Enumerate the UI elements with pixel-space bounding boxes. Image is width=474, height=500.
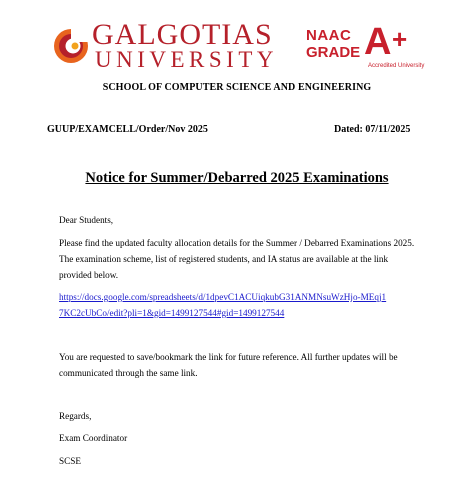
paragraph-bookmark: You are requested to save/bookmark the link for future reference. All further updates will be communicated through the same link. [59,352,398,378]
salutation: Dear Students, [59,215,114,225]
university-name-line1: GALGOTIAS [92,18,273,51]
letterhead [0,0,474,80]
notice-title: Notice for Summer/Debarred 2025 Examinations [85,170,389,186]
grade-label: GRADE [306,44,361,61]
signatory: Exam Coordinator [59,433,128,443]
accredited-label: Accredited University [368,63,425,69]
galgotias-swirl-logo-icon [52,27,90,65]
naac-label: NAAC [306,27,352,44]
grade-plus: + [392,24,408,54]
school-name: SCHOOL OF COMPUTER SCIENCE AND ENGINEERING [102,82,372,93]
grade-letter: A [364,21,392,63]
department: SCSE [59,456,81,466]
paragraph-details: Please find the updated faculty allocation details for the Summer / Debarred Examinations 2025. The examination scheme, list of registered students, and IA status are available at the link provided below. [59,238,415,280]
reference-number: GUUP/EXAMCELL/Order/Nov 2025 [47,124,208,135]
university-name-line2: UNIVERSITY [95,47,278,72]
spreadsheet-link[interactable]: https://docs.google.com/spreadsheets/d/1dpevC1ACUiqkubG31ANMNsuWzHjo-MEqj17KC2cUbCo/edit?pli=1&gid=1499127544#gid=1499127544 [59,292,387,318]
notice-date: Dated: 07/11/2025 [334,124,411,135]
closing: Regards, [59,411,92,421]
